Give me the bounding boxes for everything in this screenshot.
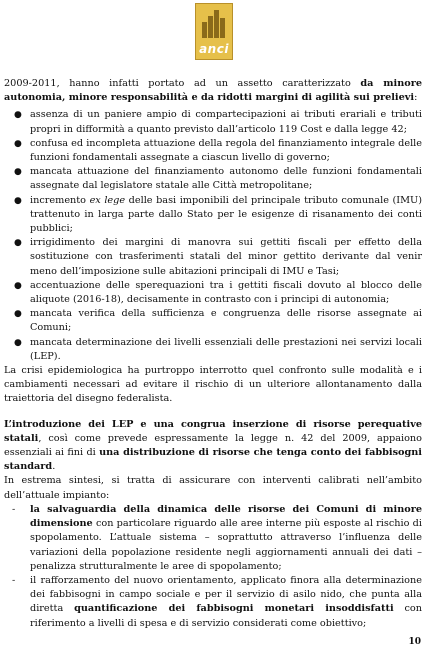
bullet-marker: ● bbox=[14, 138, 22, 149]
list-item: ● mancata determinazione dei livelli essenziali delle prestazioni nei servizi locali (LEP). bbox=[14, 336, 422, 362]
bullet-marker: ● bbox=[14, 167, 22, 178]
bullet-marker: ● bbox=[14, 195, 22, 206]
document-body bbox=[4, 77, 422, 631]
bullet-marker: ● bbox=[14, 280, 22, 291]
bullet-marker: ● bbox=[14, 309, 22, 320]
list-item: ● mancata verifica della sufficienza e congruenza delle risorse assegnate ai Comuni; bbox=[14, 308, 422, 334]
page-number: 10 bbox=[408, 637, 421, 647]
logo-emblem bbox=[202, 8, 226, 38]
list-item: ● mancata attuazione del finanziamento autonomo delle funzioni fondamentali assegnate dal legislatore statale alle Città metropolitane; bbox=[14, 166, 422, 192]
list-item: ● incremento ex lege delle basi imponibili del principale tributo comunale (IMU) trattenuto in larga parte dallo Stato per le esigenze di risanamento dei conti pubblici; bbox=[14, 194, 422, 235]
crisis-paragraph: La crisi epidemiologica ha purtroppo interrotto quel confronto sulle modalità e i cambiamenti necessari ad evitare il rischio di un ulteriore allontanamento dalla traiettoria del disegno federalista. bbox=[4, 365, 422, 405]
dash-marker: - bbox=[12, 574, 16, 586]
list-item: ● confusa ed incompleta attuazione della regola del finanziamento integrale delle funzioni fondamentali assegnate a ciascun livello di governo; bbox=[14, 137, 422, 164]
dash-marker: - bbox=[12, 503, 16, 515]
anci-logo bbox=[195, 3, 233, 60]
intro-paragraph: 2009-2011, hanno infatti portato ad un assetto caratterizzato da minore autonomia, minore responsabilità e da ridotti margini di agilità sui prelievi: bbox=[4, 78, 422, 104]
bullet-marker: ● bbox=[14, 238, 22, 249]
bullet-list bbox=[4, 108, 422, 364]
list-item: ● assenza di un paniere ampio di compartecipazioni ai tributi erariali e tributi propri in difformità a quanto previsto dall’articolo 119 Cost e dalla legge 42; bbox=[14, 109, 422, 135]
list-item: - il rafforzamento del nuovo orientamento, applicato finora alla determinazione dei fabbisogni in campo sociale e per il servizio di asilo nido, che punta alla diretta quantificazione dei fabbisogni monetari insoddisfatti con riferimento a livelli di spesa e di servizio considerati come obiettivo; bbox=[12, 574, 423, 629]
lep-paragraph: L’introduzione dei LEP e una congrua inserzione di risorse perequative statali, così come prevede espressamente la legge n. 42 del 2009, appaiono essenziali ai fini di una distribuzione di risorse che tenga conto dei fabbisogni standard. bbox=[4, 418, 422, 473]
list-item: ● accentuazione delle sperequazioni tra i gettiti fiscali dovuto al blocco delle aliquote (2016-18), decisamente in contrasto con i principi di autonomia; bbox=[14, 279, 422, 306]
sintesi-paragraph: In estrema sintesi, si tratta di assicurare con interventi calibrati nell’ambito dell’attuale impianto: bbox=[4, 475, 422, 501]
logo-text: anci bbox=[199, 42, 229, 56]
bullet-marker: ● bbox=[14, 337, 22, 348]
list-item: - la salvaguardia della dinamica delle risorse dei Comuni di minore dimensione con particolare riguardo alle aree interne più esposte al rischio di spopolamento. L’attuale sistema – soprattutto attraverso l’influenza delle variazioni della popolazione residente negli aggiornamenti annuali dei dati – penalizza strutturalmente le aree di spopolamento; bbox=[12, 503, 422, 572]
dash-list bbox=[4, 503, 422, 631]
list-item: ● irrigidimento dei margini di manovra sui gettiti fiscali per effetto della sostituzione con trasferimenti statali del minor gettito derivante dal venir meno dell’imposizione sulle abitazioni principali di IMU e Tasi; bbox=[14, 237, 422, 277]
bullet-marker: ● bbox=[14, 110, 22, 121]
